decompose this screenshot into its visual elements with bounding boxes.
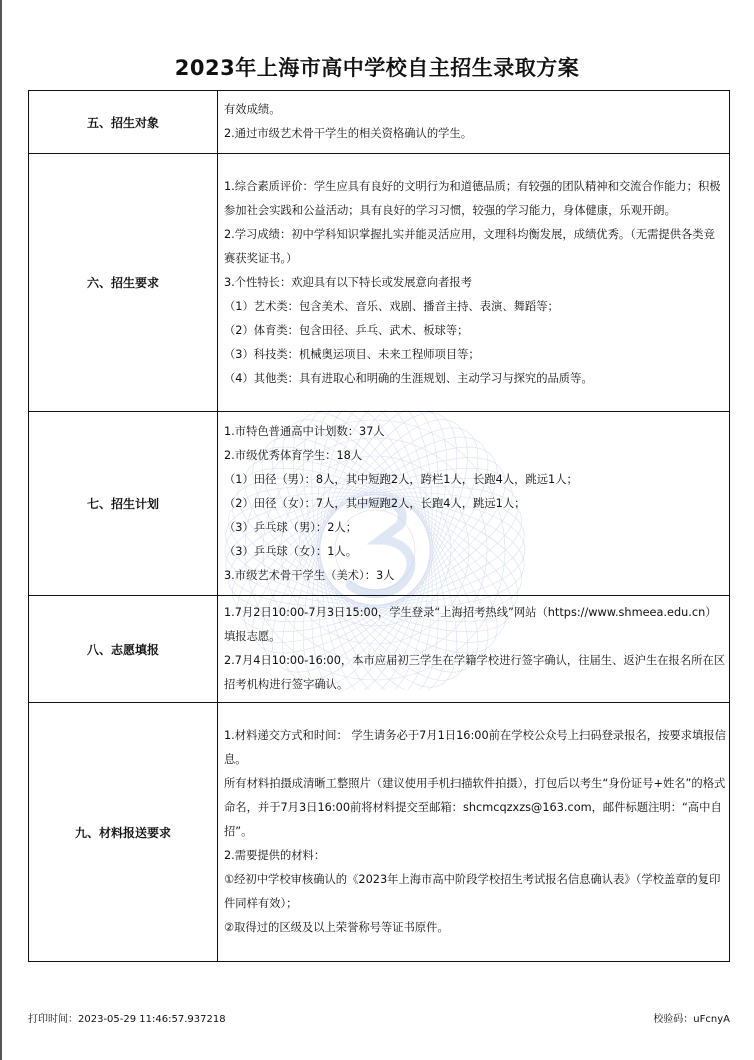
section-row <box>29 596 730 703</box>
section-label: 七、招生计划 <box>29 412 218 596</box>
section-line: 2.学习成绩：初中学科知识掌握扎实并能灵活应用，文理科均衡发展，成绩优秀。（无需提供各类竞赛获奖证书。） <box>224 227 715 265</box>
section-line: 2.市级优秀体育学生：18人 <box>224 448 363 462</box>
admission-plan-table <box>28 90 730 962</box>
page-title: 2023年上海市高中学校自主招生录取方案 <box>174 56 580 80</box>
section-line: ①经初中学校审核确认的《2023年上海市高中阶段学校招生考试报名信息确认表》（学校盖章的复印件同样有效）； <box>224 873 721 910</box>
section-line: （1）田径（男）：8人，其中短跑2人，跨栏1人，长跑4人，跳远1人； <box>224 472 578 486</box>
verification-code: 校验码：uFcnyA <box>653 1014 730 1025</box>
section-label: 五、招生对象 <box>29 91 218 154</box>
section-line: （2）田径（女）：7人，其中短跑2人，长跑4人，跳远1人； <box>224 496 526 510</box>
section-row <box>29 91 730 154</box>
section-content <box>218 154 730 412</box>
section-content <box>218 703 730 962</box>
section-row <box>29 154 730 412</box>
section-line: 1.材料递交方式和时间： 学生请务必于7月1日16:00前在学校公众号上扫码登录报名，按要求填报信息。 <box>224 729 726 766</box>
section-line: 1.7月2日10:00-7月3日15:00，学生登录“上海招考热线”网站（https://www.shmeea.edu.cn）填报志愿。 <box>224 606 717 643</box>
section-line: 1.综合素质评价：学生应具有良好的文明行为和道德品质；有较强的团队精神和交流合作能力；积极参加社会实践和公益活动；具有良好的学习习惯，较强的学习能力，身体健康，乐观开朗。 <box>224 179 721 217</box>
section-line: （2）体育类：包含田径、乒乓、武术、板球等； <box>224 323 469 337</box>
section-line: 2.需要提供的材料： <box>224 849 326 862</box>
section-label: 八、志愿填报 <box>29 596 218 703</box>
section-line: （4）其他类：具有进取心和明确的生涯规划、主动学习与探究的品质等。 <box>224 371 593 385</box>
section-label: 六、招生要求 <box>29 154 218 412</box>
section-line: 3.个性特长：欢迎具有以下特长或发展意向者报考 <box>224 275 473 289</box>
section-line: 1.市特色普通高中计划数：37人 <box>224 424 385 438</box>
page-edge-line <box>0 0 2 1060</box>
section-line: 所有材料拍摄成清晰工整照片（建议使用手机扫描软件拍摄），打包后以考生“身份证号+姓名”的格式命名，并于7月3日16:00前将材料提交至邮箱：shcmcqzxzs@163.com，邮件标题注明：“高中自招”。 <box>224 777 726 838</box>
section-line: （3）科技类：机械奥运项目、未来工程师项目等； <box>224 347 480 361</box>
print-timestamp: 打印时间：2023-05-29 11:46:57.937218 <box>28 1014 226 1025</box>
section-label: 九、材料报送要求 <box>29 703 218 962</box>
section-line: （3）乒乓球（男）：2人； <box>224 520 357 534</box>
section-row <box>29 412 730 596</box>
section-row <box>29 703 730 962</box>
section-content <box>218 412 730 596</box>
section-content <box>218 596 730 703</box>
section-line: 有效成绩。 <box>224 103 281 116</box>
section-line: （1）艺术类：包含美术、音乐、戏剧、播音主持、表演、舞蹈等； <box>224 299 559 313</box>
section-content <box>218 91 730 154</box>
section-line: 3.市级艺术骨干学生（美术）：3人 <box>224 568 395 582</box>
section-line: ②取得过的区级及以上荣誉称号等证书原件。 <box>224 921 449 934</box>
section-line: （3）乒乓球（女）：1人。 <box>224 544 357 558</box>
section-line: 2.通过市级艺术骨干学生的相关资格确认的学生。 <box>224 127 473 140</box>
section-line: 2.7月4日10:00-16:00，本市应届初三学生在学籍学校进行签字确认，往届生、返沪生在报名所在区招考机构进行签字确认。 <box>224 654 726 691</box>
